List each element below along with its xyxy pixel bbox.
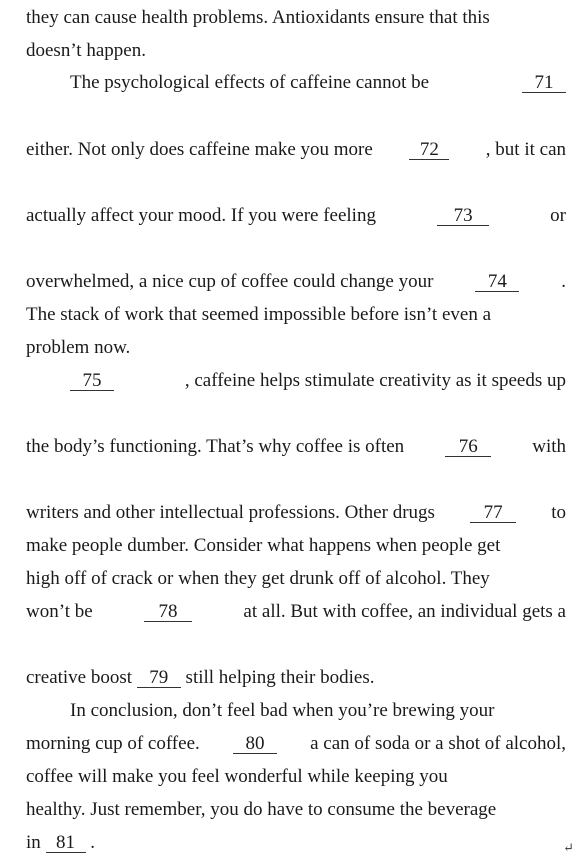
text-segment: coffee will make you feel wonderful while keeping you — [26, 766, 448, 787]
text-line — [26, 832, 566, 854]
text-segment: or — [550, 205, 566, 226]
text-segment: morning cup of coffee. — [26, 733, 200, 754]
blank-80[interactable]: 80 — [233, 735, 277, 754]
text-segment: with — [532, 436, 566, 457]
text-segment: high off of crack or when they get drunk off of alcohol. They — [26, 568, 490, 589]
text-segment: . — [561, 271, 566, 292]
text-line — [70, 370, 566, 392]
text-segment: , caffeine helps stimulate creativity as it speeds up — [184, 370, 566, 391]
text-line — [26, 568, 566, 590]
blank-78[interactable]: 78 — [144, 603, 192, 622]
blank-72[interactable]: 72 — [409, 141, 449, 160]
text-line — [26, 799, 566, 821]
text-segment: at all. But with coffee, an individual gets a — [243, 601, 566, 622]
text-segment: the body’s functioning. That’s why coffee is often — [26, 436, 405, 457]
text-line — [26, 271, 566, 293]
text-segment: doesn’t happen. — [26, 40, 146, 61]
text-line — [26, 40, 566, 62]
blank-71[interactable]: 71 — [522, 74, 566, 93]
text-line — [70, 72, 566, 94]
text-line — [26, 535, 566, 557]
text-segment: won’t be — [26, 601, 93, 622]
text-segment: The psychological effects of caffeine cannot be — [70, 72, 430, 93]
text-segment: in — [26, 832, 41, 853]
text-segment: either. Not only does caffeine make you more — [26, 139, 373, 160]
blank-79[interactable]: 79 — [137, 669, 181, 688]
text-line — [26, 502, 566, 524]
blank-74[interactable]: 74 — [475, 273, 519, 292]
text-line — [26, 7, 566, 29]
text-segment: problem now. — [26, 337, 131, 358]
text-segment: writers and other intellectual professions. Other drugs — [26, 502, 435, 523]
text-line — [26, 733, 566, 755]
text-segment: creative boost — [26, 667, 133, 688]
text-segment: make people dumber. Consider what happens when people get — [26, 535, 501, 556]
text-segment: , but it can — [485, 139, 566, 160]
text-segment: overwhelmed, a nice cup of coffee could change your — [26, 271, 434, 292]
text-segment: In conclusion, don’t feel bad when you’re brewing your — [70, 700, 495, 721]
text-segment: . — [90, 832, 96, 853]
text-segment: they can cause health problems. Antioxidants ensure that this — [26, 7, 490, 28]
text-segment: still helping their bodies. — [185, 667, 375, 688]
text-line — [26, 601, 566, 623]
text-line — [26, 766, 566, 788]
text-line — [26, 304, 566, 326]
text-line — [26, 139, 566, 161]
text-segment: to — [551, 502, 566, 523]
text-line — [26, 337, 566, 359]
text-line — [26, 205, 566, 227]
text-segment: actually affect your mood. If you were feeling — [26, 205, 376, 226]
paragraph-return-icon: ↵ — [563, 840, 574, 855]
blank-81[interactable]: 81 — [46, 834, 86, 853]
blank-75[interactable]: 75 — [70, 372, 114, 391]
blank-77[interactable]: 77 — [470, 504, 516, 523]
text-segment: healthy. Just remember, you do have to consume the beverage — [26, 799, 497, 820]
text-segment: a can of soda or a shot of alcohol, — [310, 733, 566, 754]
text-line — [26, 667, 566, 689]
blank-76[interactable]: 76 — [445, 438, 491, 457]
text-segment: The stack of work that seemed impossible before isn’t even a — [26, 304, 492, 325]
text-line — [70, 700, 566, 722]
blank-73[interactable]: 73 — [437, 207, 489, 226]
text-line — [26, 436, 566, 458]
